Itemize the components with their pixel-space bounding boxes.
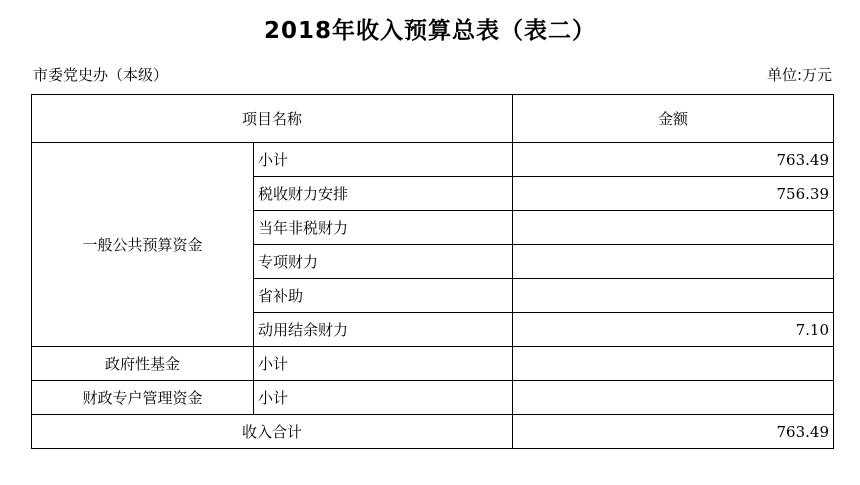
row-value: 7.10 <box>513 313 834 347</box>
general-budget-label: 一般公共预算资金 <box>32 143 254 347</box>
row-label: 省补助 <box>254 279 513 313</box>
table-row <box>32 347 834 381</box>
row-value <box>513 279 834 313</box>
row-value <box>513 245 834 279</box>
row-label: 当年非税财力 <box>254 211 513 245</box>
row-value <box>513 347 834 381</box>
page-title: 2018年收入预算总表（表二） <box>263 18 596 44</box>
header-amount: 金额 <box>513 95 834 143</box>
budget-table <box>31 94 834 449</box>
table-row <box>32 381 834 415</box>
row-label: 小计 <box>254 381 513 415</box>
organization-label: 市委党史办（本级） <box>33 66 169 84</box>
row-value <box>513 381 834 415</box>
row-label: 小计 <box>254 143 513 177</box>
gov-fund-label: 政府性基金 <box>32 347 254 381</box>
row-label: 小计 <box>254 347 513 381</box>
table-row-total <box>32 415 834 449</box>
row-label: 专项财力 <box>254 245 513 279</box>
unit-label: 单位:万元 <box>766 66 832 84</box>
row-value: 763.49 <box>513 143 834 177</box>
row-label: 税收财力安排 <box>254 177 513 211</box>
row-value <box>513 211 834 245</box>
total-label: 收入合计 <box>32 415 513 449</box>
row-label: 动用结余财力 <box>254 313 513 347</box>
header-item-name: 项目名称 <box>32 95 513 143</box>
table-row <box>32 143 834 177</box>
table-header-row <box>32 95 834 143</box>
row-value: 756.39 <box>513 177 834 211</box>
special-fund-label: 财政专户管理资金 <box>32 381 254 415</box>
total-value: 763.49 <box>513 415 834 449</box>
